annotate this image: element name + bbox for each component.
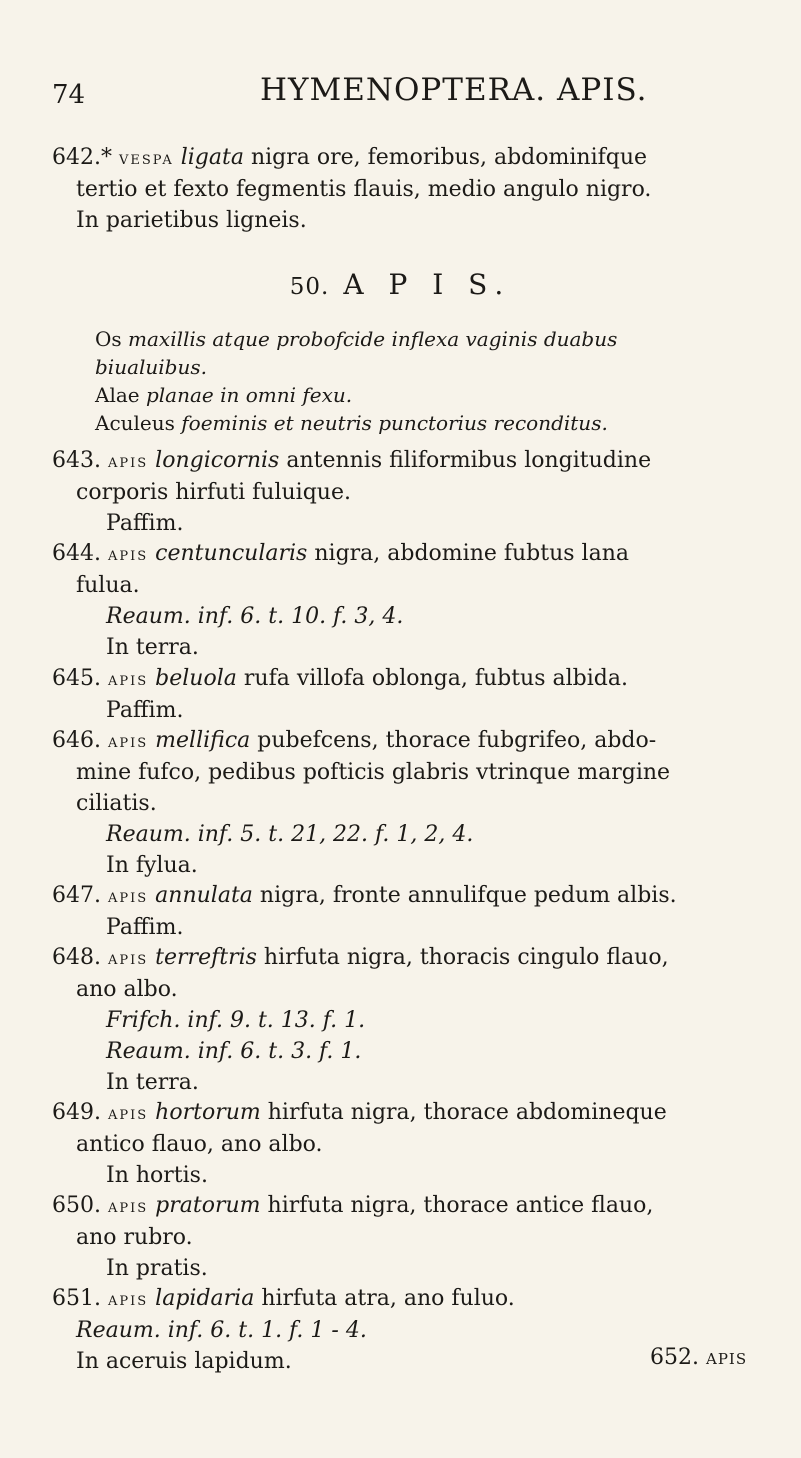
entry-description-cont: ano albo. <box>76 977 178 1002</box>
entry-reference: Frifch. inf. 9. t. 13. f. 1. <box>106 1008 366 1033</box>
entry-description-cont: ciliatis. <box>76 791 157 816</box>
catchword-text: APIS <box>705 1350 748 1368</box>
entry-habitat: In pratis. <box>106 1256 208 1281</box>
entry-648 <box>52 942 792 1098</box>
entry-species: pratorum <box>155 1193 261 1218</box>
entry-description-cont: tertio et fexto fegmentis flauis, medio angulo nigro. <box>76 177 652 202</box>
entry-species: longicornis <box>155 448 280 473</box>
entry-number: 649. <box>52 1100 101 1125</box>
entry-reference: Reaum. inf. 6. t. 1. f. 1 - 4. <box>76 1318 367 1343</box>
char-word: Alae <box>95 383 140 407</box>
entry-habitat: In terra. <box>106 635 199 660</box>
entry-genus: apis <box>107 1196 149 1217</box>
entry-description: nigra ore, femoribus, abdominifque <box>250 145 648 170</box>
entry-description: hirfuta nigra, thoracis cingulo flauo, <box>263 945 669 970</box>
entry-habitat: In aceruis lapidum. <box>76 1349 292 1374</box>
genus-heading <box>0 268 801 301</box>
entry-species: ligata <box>180 145 244 170</box>
char-word: Os <box>95 327 122 351</box>
entry-locality: Paffim. <box>106 698 184 723</box>
entry-description-cont: corporis hirfuti fuluique. <box>76 480 351 505</box>
entry-number: 647. <box>52 883 101 908</box>
running-title: HYMENOPTERA. APIS. <box>260 72 648 108</box>
entry-genus: vespa <box>118 148 174 169</box>
entry-number: 651. <box>52 1286 101 1311</box>
entry-description: rufa villofa oblonga, fubtus albida. <box>243 666 628 691</box>
entry-habitat: In parietibus ligneis. <box>76 208 307 233</box>
genus-character <box>95 325 785 437</box>
entry-description: pubefcens, thorace fubgrifeo, abdo- <box>257 728 657 753</box>
entry-species: beluola <box>155 666 237 691</box>
entry-description-cont: ano rubro. <box>76 1225 193 1250</box>
entry-genus: apis <box>107 669 149 690</box>
entry-description: nigra, fronte annulifque pedum albis. <box>259 883 677 908</box>
char-text: planae in omni fexu. <box>145 383 353 407</box>
entry-genus: apis <box>107 451 149 472</box>
entry-species: terreftris <box>155 945 257 970</box>
entry-genus: apis <box>107 1289 149 1310</box>
char-text: foeminis et neutris punctorius reconditus. <box>181 411 608 435</box>
entry-species: hortorum <box>155 1100 261 1125</box>
entry-habitat: In hortis. <box>106 1163 208 1188</box>
entry-number: 642.* <box>52 145 112 170</box>
entry-number: 643. <box>52 448 101 473</box>
entry-locality: Paffim. <box>106 511 184 536</box>
catchword-number: 652. <box>650 1345 699 1370</box>
genus-name: A P I S. <box>343 268 512 301</box>
page-number: 74 <box>52 80 86 110</box>
entry-number: 650. <box>52 1193 101 1218</box>
entry-description: nigra, abdomine fubtus lana <box>314 541 629 566</box>
entry-number: 648. <box>52 945 101 970</box>
entry-number: 646. <box>52 728 101 753</box>
entry-species: centuncularis <box>155 541 308 566</box>
entry-genus: apis <box>107 886 149 907</box>
entry-habitat: In terra. <box>106 1070 199 1095</box>
char-word: Aculeus <box>95 411 175 435</box>
entry-species: annulata <box>155 883 253 908</box>
page-header <box>52 72 772 120</box>
genus-number: 50. <box>289 274 330 300</box>
entry-description-cont: antico flauo, ano albo. <box>76 1132 323 1157</box>
entry-description: hirfuta atra, ano fuluo. <box>261 1286 515 1311</box>
entry-reference: Reaum. inf. 6. t. 3. f. 1. <box>106 1039 362 1064</box>
entry-genus: apis <box>107 948 149 969</box>
entry-reference: Reaum. inf. 6. t. 10. f. 3, 4. <box>106 604 404 629</box>
entry-649 <box>52 1097 792 1191</box>
entry-genus: apis <box>107 731 149 752</box>
entry-description: hirfuta nigra, thorace abdomineque <box>267 1100 667 1125</box>
entry-habitat: In fylua. <box>106 853 198 878</box>
entry-genus: apis <box>107 1103 149 1124</box>
entry-647 <box>52 880 792 943</box>
entry-species: lapidaria <box>155 1286 255 1311</box>
entry-642 <box>52 142 792 236</box>
entry-genus: apis <box>107 544 149 565</box>
entry-646 <box>52 725 792 881</box>
entry-645 <box>52 663 792 726</box>
entry-number: 645. <box>52 666 101 691</box>
entry-reference: Reaum. inf. 5. t. 21, 22. f. 1, 2, 4. <box>106 822 474 847</box>
entry-description-cont: mine fufco, pedibus pofticis glabris vtrinque margine <box>76 760 671 785</box>
char-text: biualuibus. <box>95 355 207 379</box>
char-text: maxillis atque probofcide inflexa vaginis duabus <box>128 327 618 351</box>
entry-description-cont: fulua. <box>76 573 140 598</box>
entry-description: antennis filiformibus longitudine <box>286 448 652 473</box>
entry-number: 644. <box>52 541 101 566</box>
catchword <box>650 1345 747 1370</box>
entry-description: hirfuta nigra, thorace antice flauo, <box>267 1193 654 1218</box>
entry-species: mellifica <box>155 728 251 753</box>
entry-locality: Paffim. <box>106 915 184 940</box>
entry-650 <box>52 1190 792 1284</box>
entry-643 <box>52 445 792 539</box>
entry-644 <box>52 538 792 663</box>
